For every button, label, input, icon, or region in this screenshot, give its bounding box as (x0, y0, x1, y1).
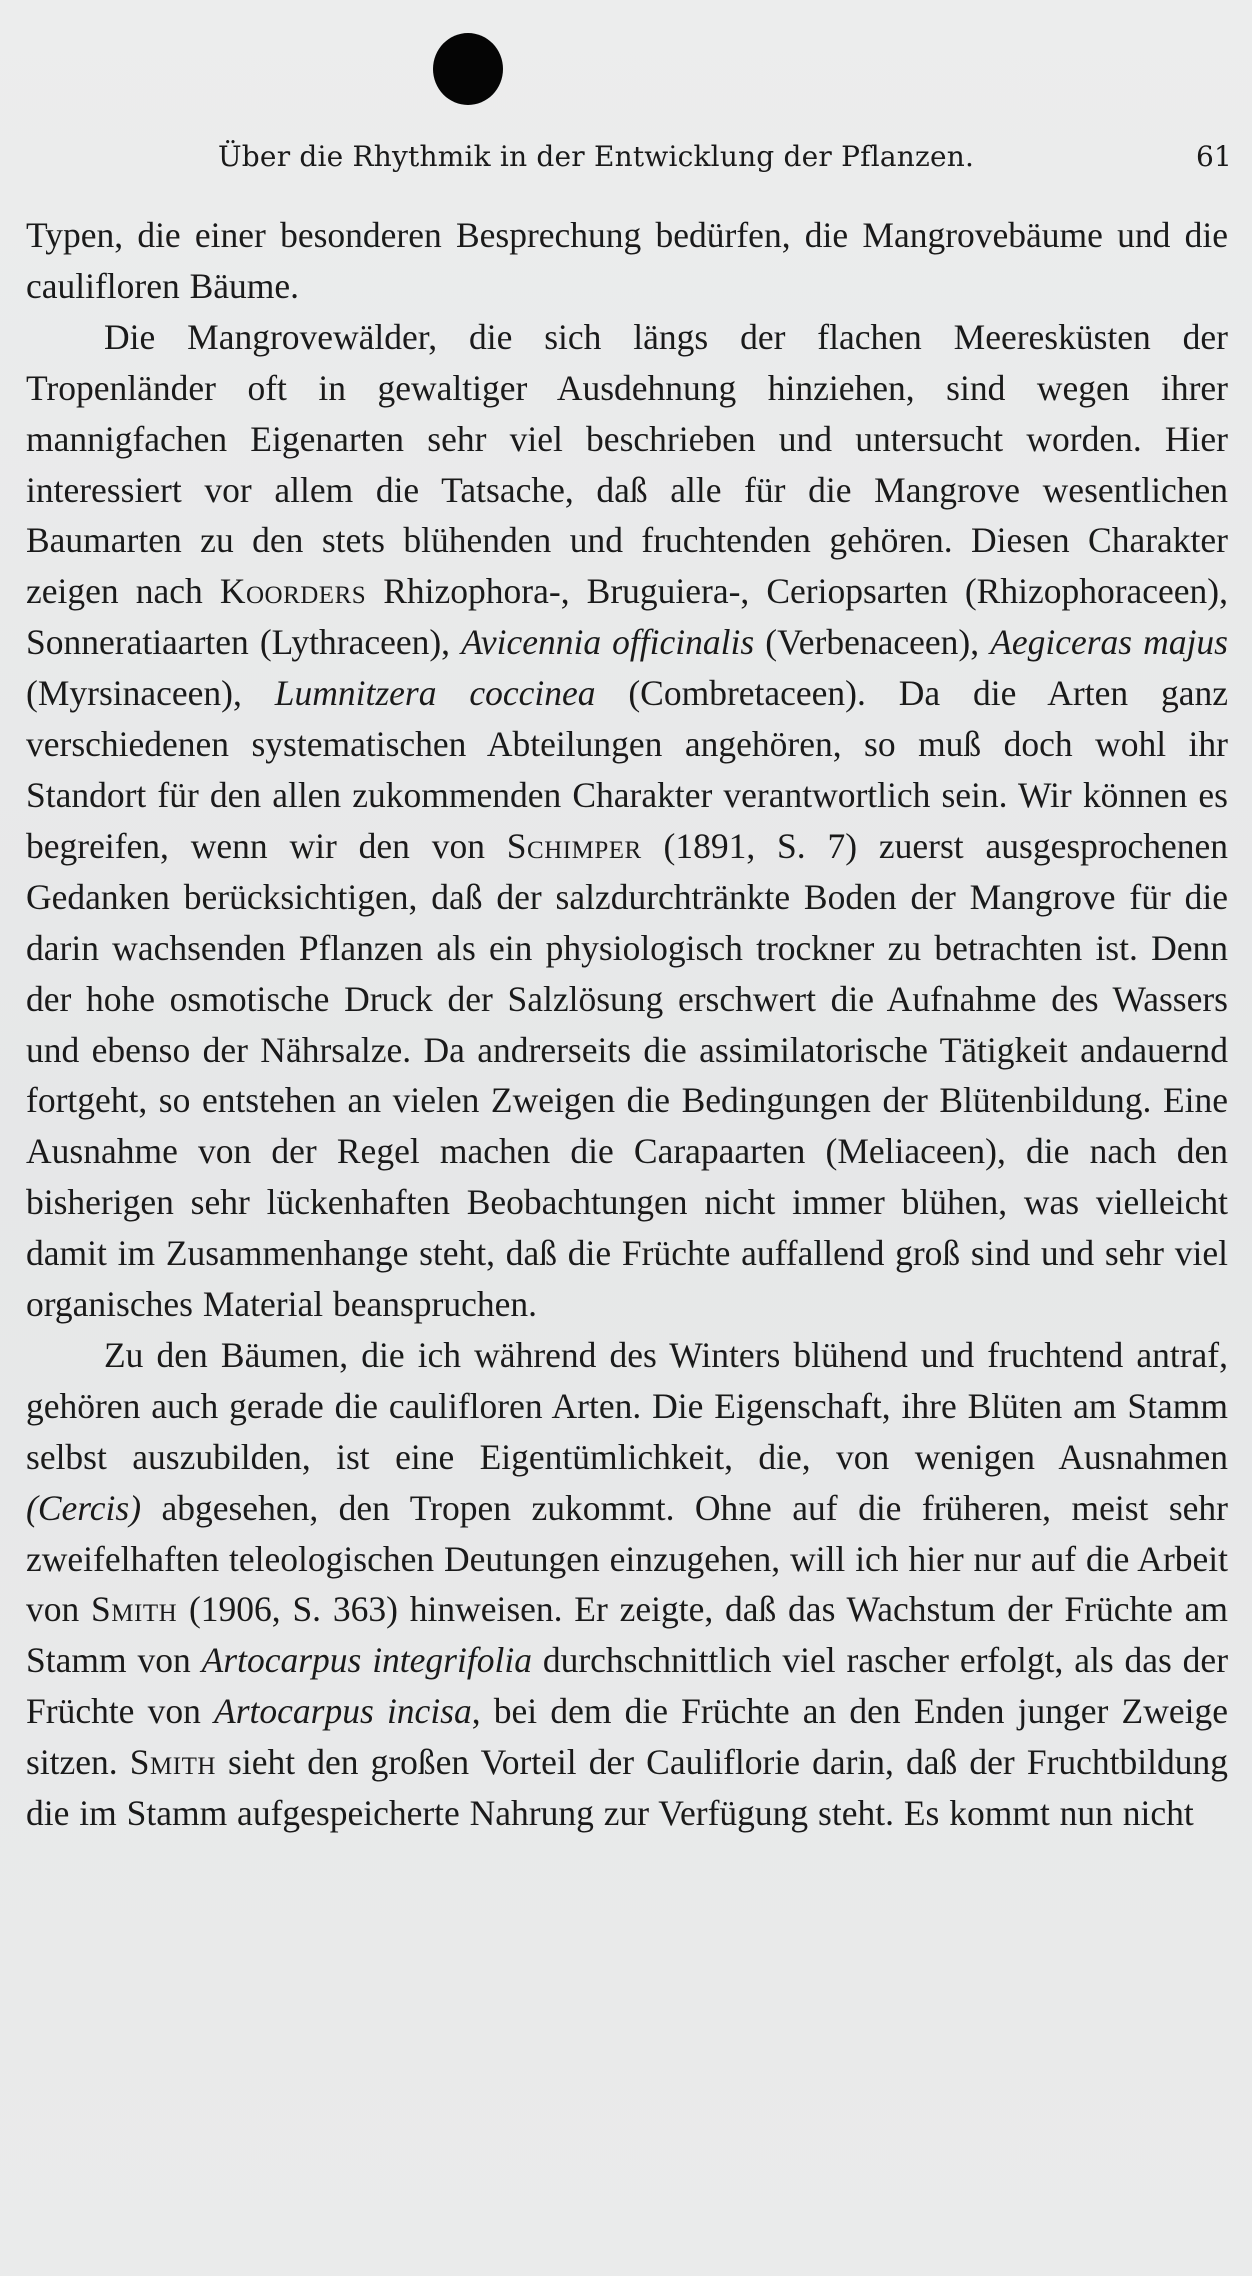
species-name: Aegiceras majus (990, 622, 1228, 663)
text-segment: Rhizophora-, Bruguiera-, Ceriopsarten (Rhizophoraceen), Sonneratiaarten (Lythraceen), (26, 571, 1229, 663)
author-name: Schimper (506, 825, 642, 866)
text-segment: (Myrsinaceen), (26, 673, 275, 714)
species-name: Avicennia officinalis (461, 622, 755, 663)
text-segment: , bei dem die Früchte an den Enden junger Zweige sitzen. (26, 1691, 1228, 1783)
page-number: 61 (1196, 140, 1233, 173)
author-name: Smith (129, 1742, 216, 1783)
text-segment: (Verbenaceen), (754, 622, 991, 663)
punch-hole-mark (433, 33, 503, 105)
paragraph-1 (26, 210, 1228, 312)
paragraph-2 (26, 312, 1228, 1330)
text-segment: durchschnittlich viel rascher erfolgt, als das der Früchte von (26, 1640, 1229, 1732)
paragraph-3 (26, 1330, 1228, 1839)
species-name: (Cercis) (26, 1487, 142, 1528)
running-header (0, 140, 1252, 180)
species-name: Lumnitzera coccinea (274, 673, 596, 714)
text-segment: (1906, S. 363) hinweisen. Er zeigte, daß das Wachstum der Früchte am Stamm von (26, 1589, 1228, 1681)
species-name: Artocarpus integrifolia (201, 1640, 532, 1681)
text-segment: Typen, die einer besonderen Besprechung bedürfen, die Mangrovebäume und die caulifloren Bäume. (26, 215, 1228, 306)
author-name: Koorders (219, 571, 367, 612)
text-segment: Zu den Bäumen, die ich während des Winters blühend und fruchtend antraf, gehören auch gerade die caulifloren Arten. Die Eigenschaft, ihre Blüten am Stamm selbst auszubilden, ist eine Eigentümlichkeit, die, von wenigen Ausnahmen (26, 1334, 1228, 1477)
text-segment: sieht den großen Vorteil der Cauliflorie darin, daß der Fruchtbildung die im Stamm aufgespeicherte Nahrung zur Verfügung steht. Es kommt nun nicht (26, 1742, 1228, 1834)
running-title: Über die Rhythmik in der Entwicklung der Pflanzen. (218, 140, 975, 173)
text-segment: (1891, S. 7) zuerst ausgesprochenen Gedanken berücksichtigen, daß der salzdurchtränkte Boden der Mangrove für die darin wachsenden Pflanzen als ein physiologisch trockner zu betrachten ist. Denn der hohe osmotische Druck der Salzlösung erschwert die Aufnahme des Wassers und ebenso der Nährsalze. Da andrerseits die assimilatorische Tätigkeit andauernd fortgeht, so entstehen an vielen Zweigen die Bedingungen der Blütenbildung. Eine Ausnahme von der Regel machen die Carapaarten (Meliaceen), die nach den bisherigen sehr lückenhaften Beobachtungen nicht immer blühen, was vielleicht damit im Zusammenhange steht, daß die Früchte auffallend groß sind und sehr viel organisches Material beanspruchen. (26, 825, 1228, 1325)
body-text (26, 210, 1228, 1839)
author-name: Smith (91, 1589, 178, 1630)
text-segment: (Combretaceen). Da die Arten ganz verschiedenen systematischen Abteilungen angehören, so muß doch wohl ihr Standort für den allen zukommenden Charakter verantwortlich sein. Wir können es begreifen, wenn wir den von (26, 673, 1228, 866)
text-segment: abgesehen, den Tropen zukommt. Ohne auf die früheren, meist sehr zweifelhaften teleologischen Deutungen einzugehen, will ich hier nur auf die Arbeit von (26, 1487, 1228, 1630)
species-name: Artocarpus incisa (214, 1691, 472, 1732)
text-segment: Die Mangrovewälder, die sich längs der flachen Meeresküsten der Tropenländer oft in gewaltiger Ausdehnung hinziehen, sind wegen ihrer mannigfachen Eigenarten sehr viel beschrieben und untersucht worden. Hier interessiert vor allem die Tatsache, daß alle für die Mangrove wesentlichen Baumarten zu den stets blühenden und fruchtenden gehören. Diesen Charakter zeigen nach (26, 316, 1228, 612)
